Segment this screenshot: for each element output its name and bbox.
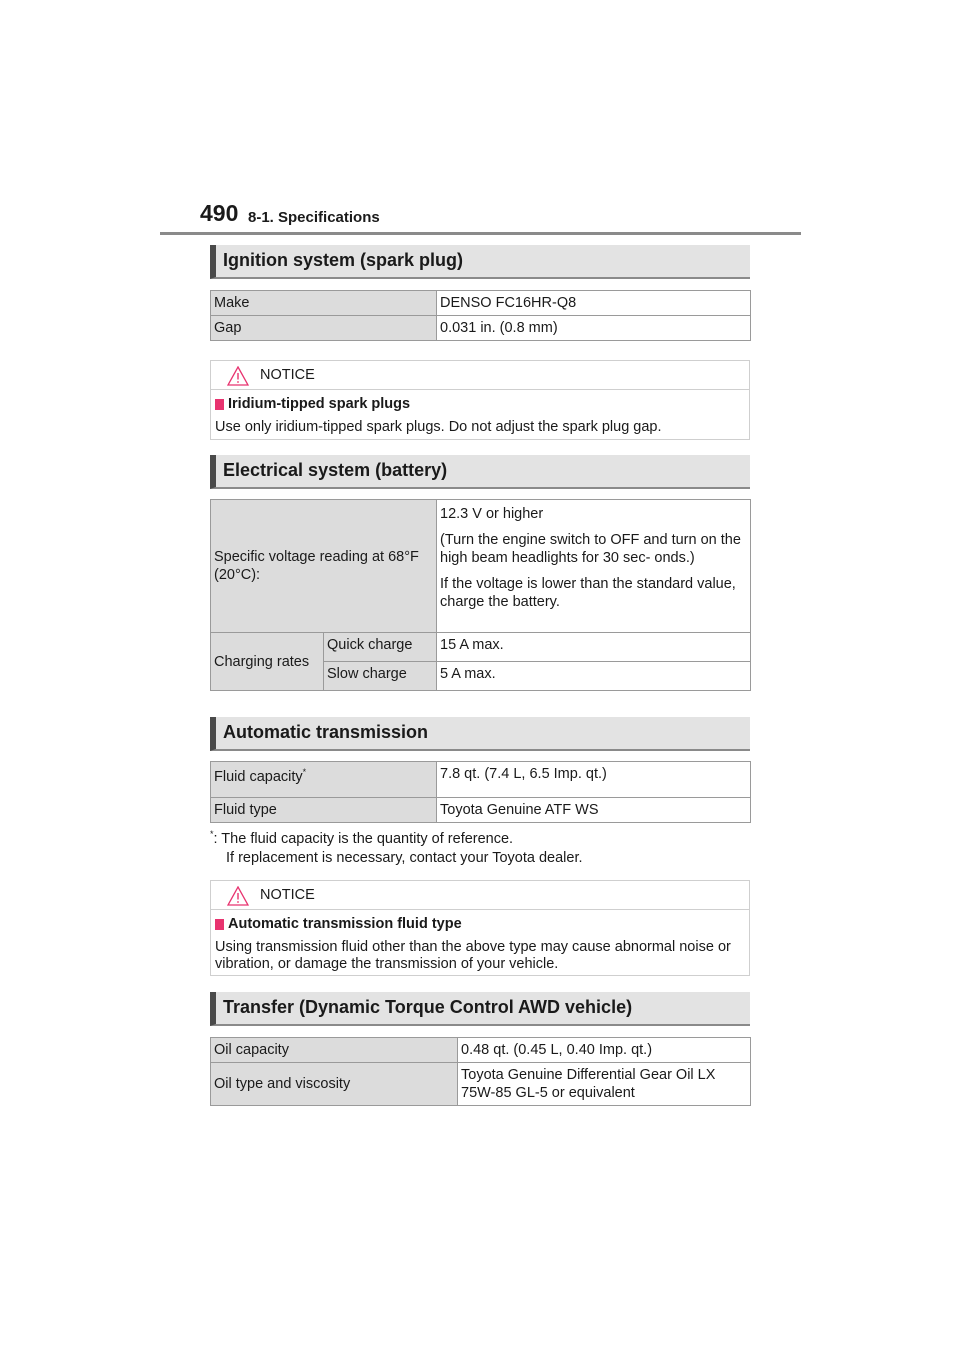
table-row (211, 798, 751, 823)
notice-subtitle-text: Iridium-tipped spark plugs (228, 396, 411, 412)
electrical-heading: Electrical system (battery) (210, 455, 750, 489)
voltage-value (437, 500, 751, 633)
ignition-heading: Ignition system (spark plug) (210, 245, 750, 279)
footnote (210, 830, 583, 868)
warning-triangle-icon (227, 886, 249, 906)
make-label: Make (211, 291, 437, 316)
oil-capacity-label: Oil capacity (211, 1038, 458, 1063)
notice-subtitle-text: Automatic transmission fluid type (228, 916, 462, 932)
automatic-heading: Automatic transmission (210, 717, 750, 751)
notice-title: NOTICE (260, 367, 315, 383)
table-row (211, 762, 751, 798)
transfer-table (210, 1037, 751, 1106)
footnote-mark: * (210, 829, 214, 840)
footnote-marker: * (302, 767, 307, 778)
notice-title: NOTICE (260, 887, 315, 903)
section-label: 8-1. Specifications (248, 209, 380, 226)
quick-charge-label: Quick charge (324, 633, 437, 662)
notice-header (211, 881, 749, 910)
oil-type-label: Oil type and viscosity (211, 1063, 458, 1106)
notice-text: Use only iridium-tipped spark plugs. Do not adjust the spark plug gap. (215, 419, 662, 435)
notice-body (211, 910, 749, 979)
table-row (211, 1038, 751, 1063)
table-row (211, 316, 751, 341)
slow-charge-label: Slow charge (324, 662, 437, 691)
fluid-type-label: Fluid type (211, 798, 437, 823)
notice-text: Using transmission fluid other than the above type may cause abnormal noise or vibration, or damage the transmission of your vehicle. (215, 939, 731, 972)
charging-rates-label: Charging rates (211, 633, 324, 691)
square-bullet-icon (215, 399, 224, 410)
fluid-type-value: Toyota Genuine ATF WS (437, 798, 751, 823)
oil-capacity-value: 0.48 qt. (0.45 L, 0.40 Imp. qt.) (458, 1038, 751, 1063)
header-rule (160, 232, 801, 235)
spark-plug-notice (210, 360, 750, 440)
gap-label: Gap (211, 316, 437, 341)
fluid-capacity-label (211, 762, 437, 798)
fluid-capacity-value: 7.8 qt. (7.4 L, 6.5 Imp. qt.) (437, 762, 751, 798)
transmission-notice (210, 880, 750, 976)
footnote-line1: : The fluid capacity is the quantity of reference. (213, 831, 514, 847)
slow-charge-value: 5 A max. (437, 662, 751, 691)
ignition-table (210, 290, 751, 341)
gap-value: 0.031 in. (0.8 mm) (437, 316, 751, 341)
transfer-heading: Transfer (Dynamic Torque Control AWD vehicle) (210, 992, 750, 1026)
voltage-value-advice: If the voltage is lower than the standard value, charge the battery. (440, 576, 736, 610)
automatic-table (210, 761, 751, 823)
warning-triangle-icon (227, 366, 249, 386)
notice-header (211, 361, 749, 390)
table-row (211, 291, 751, 316)
square-bullet-icon (215, 919, 224, 930)
voltage-label: Specific voltage reading at 68°F (20°C): (211, 500, 437, 633)
quick-charge-value: 15 A max. (437, 633, 751, 662)
fluid-capacity-text: Fluid capacity (214, 769, 303, 785)
oil-type-value: Toyota Genuine Differential Gear Oil LX 75W-85 GL-5 or equivalent (458, 1063, 751, 1106)
footnote-line (210, 830, 583, 849)
notice-subtitle (215, 396, 745, 413)
voltage-value-note: (Turn the engine switch to OFF and turn on the high beam headlights for 30 sec- onds.) (440, 532, 741, 566)
footnote-line2: If replacement is necessary, contact your Toyota dealer. (226, 850, 583, 866)
voltage-value-line: 12.3 V or higher (440, 506, 544, 522)
page-number: 490 (200, 200, 239, 226)
make-value: DENSO FC16HR-Q8 (437, 291, 751, 316)
table-row (211, 500, 751, 633)
electrical-table (210, 499, 751, 691)
notice-body (211, 390, 749, 442)
notice-subtitle (215, 916, 745, 933)
table-row (211, 633, 751, 662)
table-row (211, 1063, 751, 1106)
